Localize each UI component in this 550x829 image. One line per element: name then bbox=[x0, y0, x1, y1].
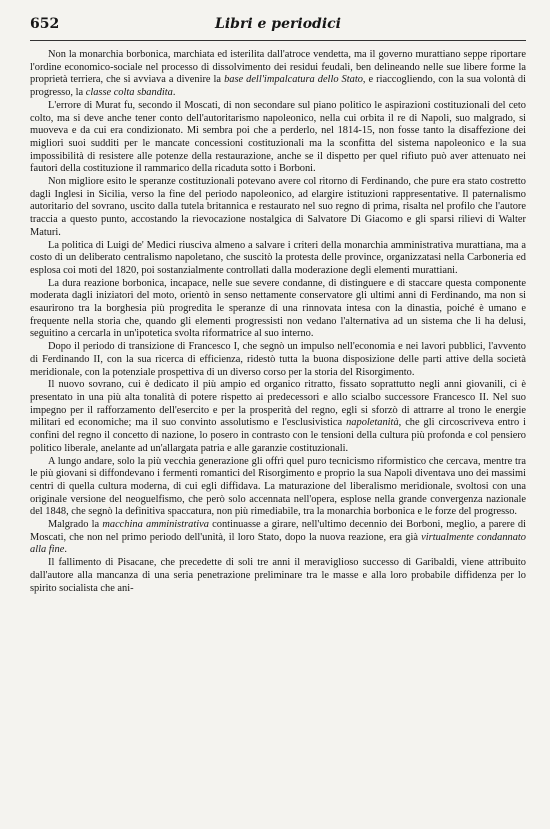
paragraph: L'errore di Murat fu, secondo il Moscati, di non secondare sul piano politico le aspirazioni costituzionali del ceto colto, ma si deve anche tener conto dell'autoritarismo napoleonico, nella cui orbita il re di Napoli, suo malgrado, si muoveva e da cui era condizionato. Mi sembra poi che a perderlo, nel 1814-15, non fosse tanto la disaffezione dei migliori suoi sudditi per le mancate concessioni costituzionali ma la sconfitta del sistema napoleonico e la sua impossibilità di resistere alle potenze della restaurazione, anche se il dispetto per quel rifiuto può aver attenuato nei fautori della costituzione il rammarico della ricaduta sotto i Borboni. bbox=[30, 99, 526, 175]
paragraph: La politica di Luigi de' Medici riusciva almeno a salvare i criteri della monarchia amministrativa murattiana, ma a costo di un deliberato centralismo napoletano, che suscitò la protesta delle province, organizzatasi nella Carboneria ed esplosa coi moti del 1820, poi sostanzialmente controllati dalla moderazione degli elementi murattiani. bbox=[30, 239, 526, 276]
paragraph: Non la monarchia borbonica, marchiata ed isterilita dall'atroce vendetta, ma il governo murattiano seppe riportare l'ordine economico-sociale nel processo di dissolvimento dei residui feudali, ben delineando nelle sue libere forme la proprietà terriera, che si avviava a divenire la base dell'impalcatura dello Stato, e riaccogliendo, con la sua volontà di progresso, la classe colta sbandita. bbox=[30, 49, 526, 99]
paragraph: Malgrado la macchina amministrativa continuasse a girare, nell'ultimo decennio dei Borboni, meglio, a parere di Moscati, che non nel primo periodo dell'unità, il loro Stato, dopo la nuova reazione, era già virtualmente condannato alla fine. bbox=[30, 519, 527, 556]
page-number: 652 bbox=[30, 16, 60, 32]
page-body bbox=[30, 49, 526, 595]
paragraph: Il fallimento di Pisacane, che precedette di soli tre anni il meraviglioso successo di Garibaldi, viene attribuito dall'autore alla mancanza di una seria penetrazione preliminare tra le masse e alla loro probabile diffidenza per lo spirito socialista che ani- bbox=[30, 557, 526, 594]
paragraph: La dura reazione borbonica, incapace, nelle sue severe condanne, di distinguere e di staccare questa componente moderata dagli iniziatori del moto, orientò in senso nettamente conservatore gli ultimi anni di Ferdinando, ma non si esaurirono tra la borghesia più progredita le speranze di una rinnovata intesa con la dinastia, poiché è umano e frequente nella storia che, quando gli elementi progressisti non vedano l'alternativa ad un sistema che li ha delusi, seguitino a cercarla in un'ipotetica svolta riformatrice al suo interno. bbox=[30, 277, 526, 340]
paragraph: Il nuovo sovrano, cui è dedicato il più ampio ed organico ritratto, fissato soprattutto negli anni giovanili, ci è presentato in una più alta tonalità di potere rispetto ai predecessori e allo scialbo successore Francesco II. Nel suo impegno per il rafforzamento dell'esercito e per la prosperità del regno, egli si sforzò di attrarre al trono le energie militari ed economiche; ma il suo convinto assolutismo e l'esclusivistica napoletanità, che gli circoscriveva entro i confini del regno il concetto di nazione, lo posero in contrasto con le tensioni della cultura più profonda e col pensiero politico liberale, anelante ad un'allargata patria e alle garanzie costituzionali. bbox=[30, 379, 526, 454]
running-title: Libri e periodici bbox=[215, 16, 341, 32]
paragraph: Dopo il periodo di transizione di Francesco I, che segnò un impulso nell'economia e nei lavori pubblici, l'avvento di Ferdinando II, con la sua ricerca di efficienza, ridestò tutta la buona disposizione delle parti attive della società meridionale, con la potenziale prospettiva di un diverso corso per la storia del Risorgimento. bbox=[30, 341, 526, 378]
paragraph: Non migliore esito le speranze costituzionali potevano avere col ritorno di Ferdinando, che pure era stato costretto dagli Inglesi in Sicilia, verso la fine del periodo napoleonico, ad elargire istituzioni rappresentative. Il paternalismo autoritario del sovrano, uscito dalla tutela britannica e restaurato nel suo regno di prima, risalta nel profilo che l'autore traccia a questo punto, accostando la rievocazione nostalgica di Salvatore Di Giacomo e gli sparsi rilievi di Walter Maturi. bbox=[30, 176, 526, 238]
page-header bbox=[30, 14, 526, 41]
paragraph: A lungo andare, solo la più vecchia generazione gli offrì quel puro tecnicismo riformistico che cercava, mentre tra le più giovani si diffondevano i fermenti romantici del Risorgimento e proprio la sua Napoli diventava uno dei massimi centri di quella cultura moderna, di cui egli diffidava. La maturazione del liberalismo meridionale, svoltosi con una originale versione del neoguelfismo, che però solo accennata nell'opera, esplose nella grande convergenza nazionale del 1848, che segnò la definitiva spaccatura, non più rimediabile, tra la monarchia borbonica e le forze del progresso. bbox=[30, 455, 526, 518]
